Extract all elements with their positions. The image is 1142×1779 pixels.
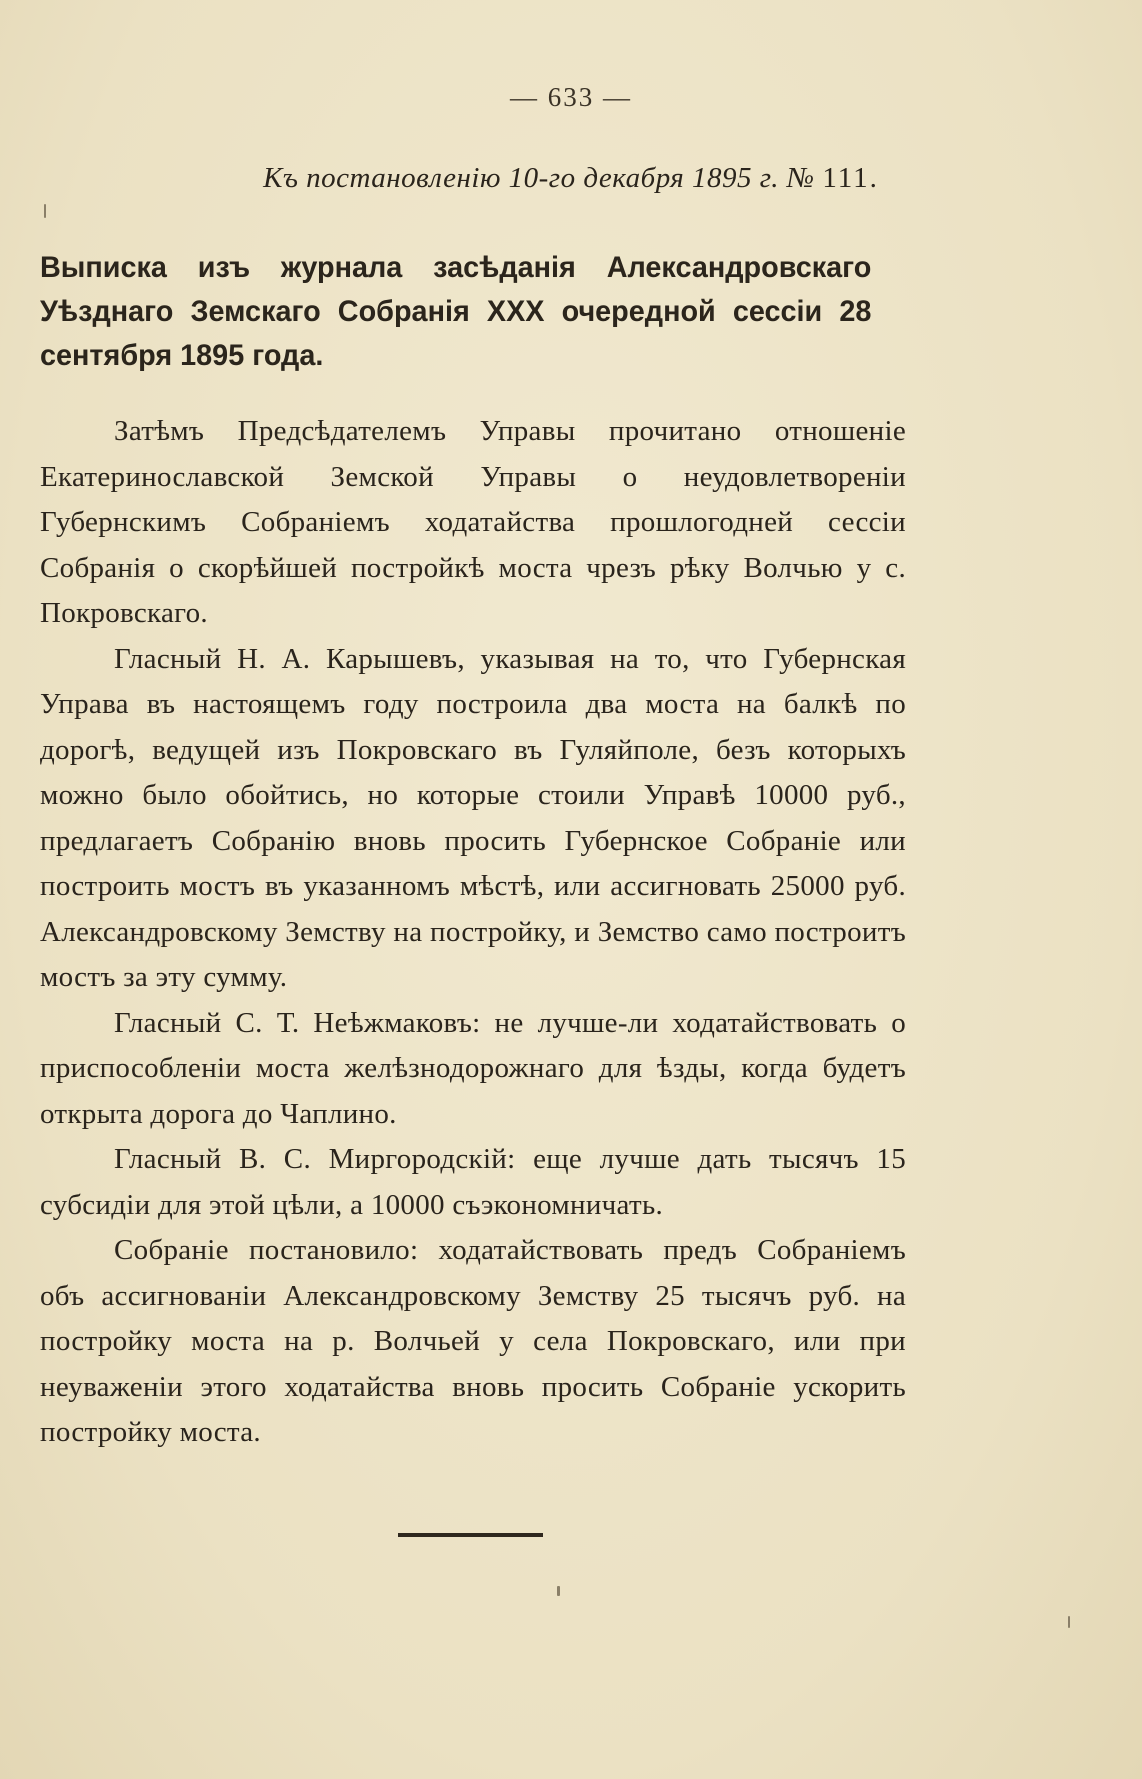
paragraph-chairman-report: Затѣмъ Предсѣдателемъ Управы прочитано отношеніе Екатеринославской Земской Управы о неудовлетвореніи Губернскимъ Собраніемъ ходатайства прошлогодней сессіи Собранія о скорѣйшей постройкѣ моста чрезъ рѣку Волчью у с. Покровскаго. [40,415,906,629]
paper-speck [44,204,46,218]
closing-rule [398,1533,543,1537]
resolution-number: 111. [822,162,879,194]
paper-speck [557,1586,560,1596]
document-body [40,409,906,1456]
paragraph-karyshev: Гласный Н. А. Карышевъ, указывая на то, что Губернская Управа въ настоящемъ году построила два моста на балкѣ по дорогѣ, ведущей изъ Покровскаго въ Гуляйполе, безъ которыхъ можно было обойтись, но которые стоили Управѣ 10000 руб., предлагаетъ Собранію вновь просить Губернское Собраніе или построить мостъ въ указанномъ мѣстѣ, или ассигновать 25000 руб. Александровскому Земству на постройку, и Земство само построитъ мостъ за эту сумму. [40,642,906,993]
extract-title: Выписка изъ журнала засѣданія Александровскаго Уѣзднаго Земскаго Собранія XXX очередной сессіи 28 сентября 1895 года. [40,251,872,372]
page-number: — 633 — [510,82,632,112]
paragraph-mirgorodsky: Гласный В. С. Миргородскій: еще лучше дать тысячъ 15 субсидіи для этой цѣли, а 10000 съэкономничать. [40,1143,906,1221]
resolution-reference [0,162,1142,195]
paper-speck [1068,1616,1070,1628]
resolution-reference-text: Къ постановленію 10-го декабря 1895 г. № [263,162,815,194]
paragraph-resolution: Собраніе постановило: ходатайствовать предъ Собраніемъ объ ассигнованіи Александровскому Земству 25 тысячъ руб. на постройку моста на р. Волчьей у села Покровскаго, или при неуваженіи этого ходатайства вновь просить Собраніе ускорить постройку моста. [40,1234,906,1448]
paragraph-neezhmakov: Гласный С. Т. Неѣжмаковъ: не лучше-ли ходатайствовать о приспособленіи моста желѣзнодорожнаго для ѣзды, когда будетъ открыта дорога до Чаплино. [40,1006,906,1130]
